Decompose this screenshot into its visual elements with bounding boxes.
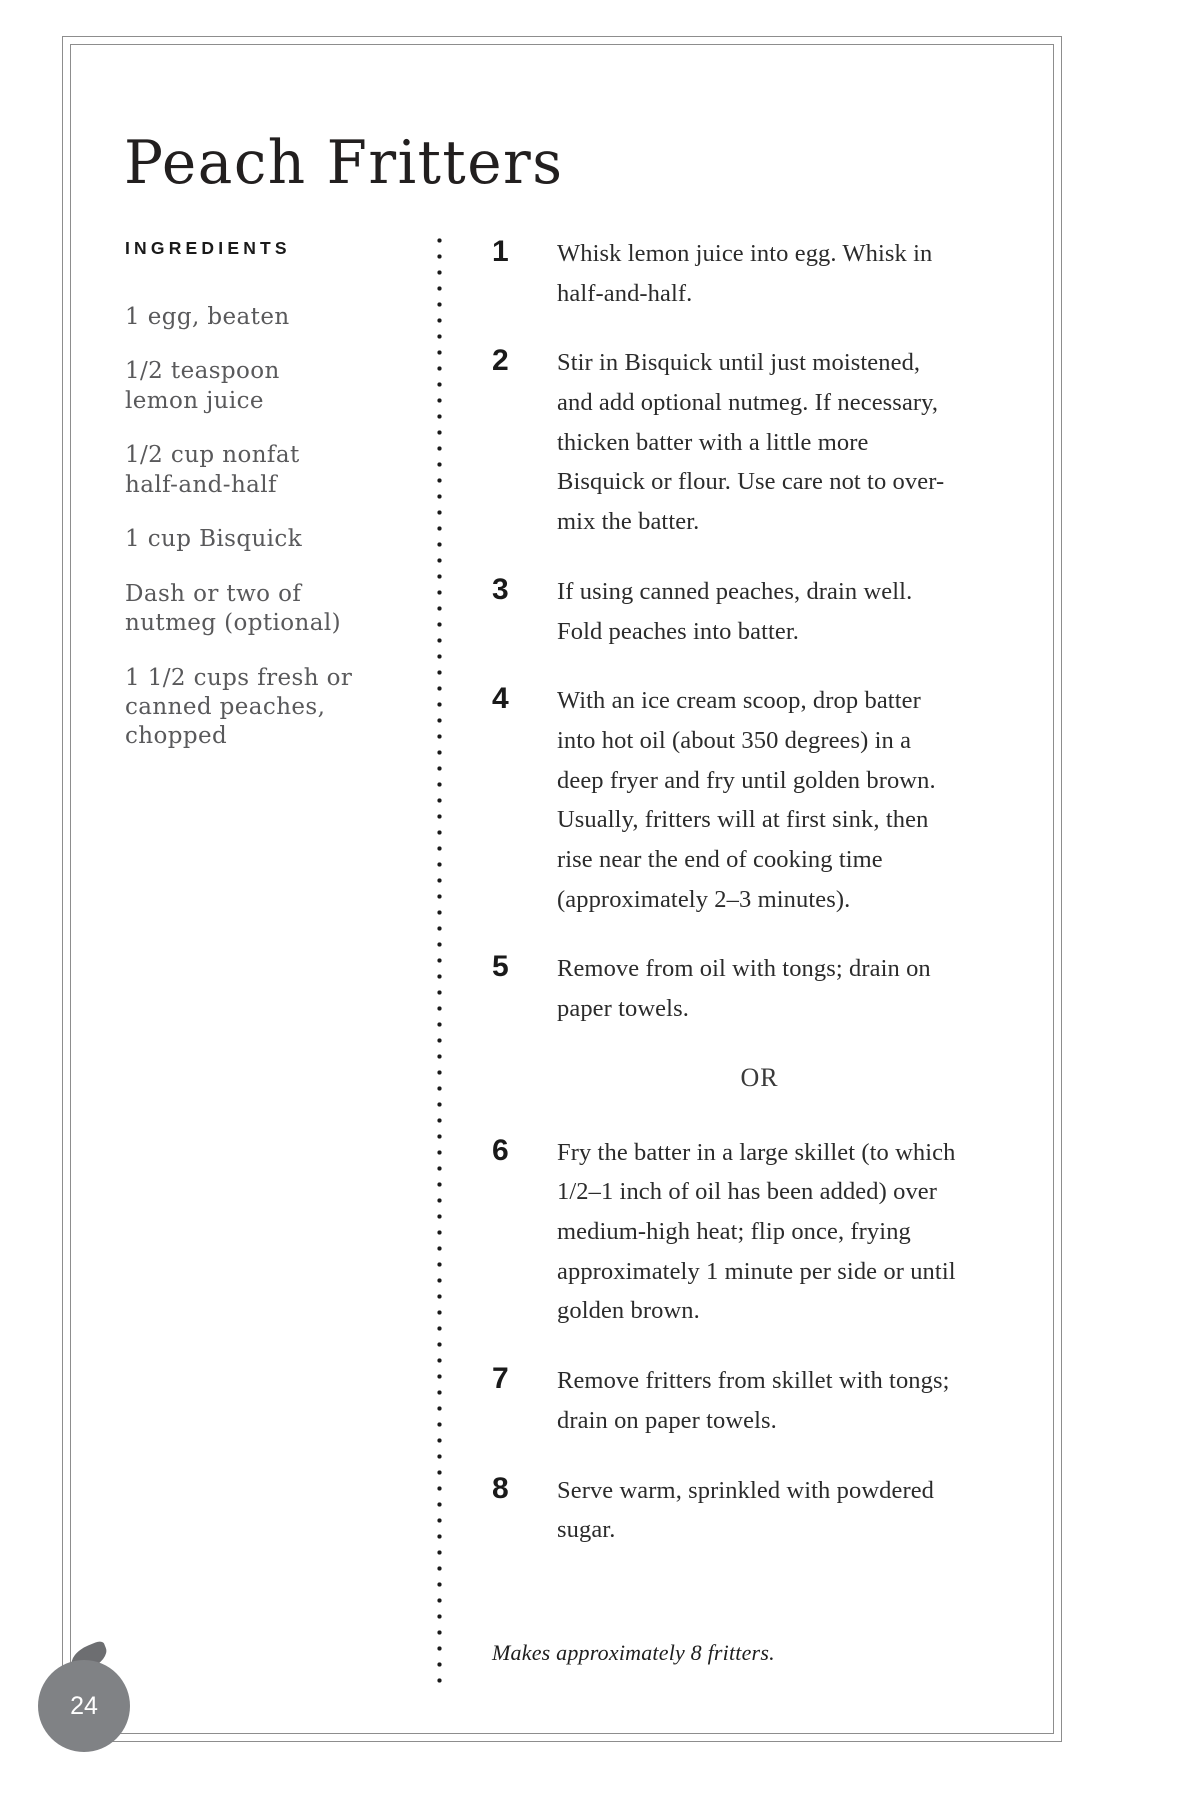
ingredient-item: 1 egg, beaten: [125, 304, 290, 330]
step-text: Remove fritters from skillet with tongs; drain on paper towels.: [557, 1367, 950, 1434]
ingredient-item: 1/2 cup nonfat half-and-half: [125, 442, 300, 498]
ingredient-item: 1 cup Bisquick: [125, 526, 303, 553]
instruction-step: [492, 343, 962, 541]
instruction-step: [492, 1361, 962, 1440]
step-text: Stir in Bisquick until just moistened, and add optional nutmeg. If necessary, thicken batter with a little more Bisquick or flour. Use care not to over-mix the batter.: [557, 349, 945, 536]
yield-note: Makes approximately 8 fritters.: [492, 1640, 775, 1665]
page-number-badge-group: [30, 1648, 150, 1768]
instruction-step: [492, 949, 962, 1028]
step-text: Whisk lemon juice into egg. Whisk in half-and-half.: [557, 240, 933, 307]
step-number: 6: [492, 1133, 509, 1167]
page-number: 24: [38, 1660, 130, 1752]
instructions-section: [492, 234, 962, 1580]
step-number: 2: [492, 344, 509, 378]
step-text: Serve warm, sprinkled with powdered sugar.: [557, 1476, 935, 1544]
step-number: 5: [492, 950, 509, 984]
instruction-step: [492, 234, 962, 313]
step-text: Remove from oil with tongs; drain on paper towels.: [557, 955, 931, 1022]
instruction-step: [492, 681, 962, 919]
instruction-step: [492, 1133, 962, 1331]
step-number: 3: [492, 572, 509, 606]
dotted-divider: [437, 238, 442, 1684]
page-title: Peach Fritters: [124, 126, 564, 198]
step-text: Fry the batter in a large skillet (to which 1/2–1 inch of oil has been added) over medium-high heat; flip once, frying approximately 1 minute per side or until golden brown.: [557, 1138, 956, 1325]
step-number: 1: [492, 235, 509, 268]
instruction-step: [492, 572, 962, 651]
step-number: 4: [492, 682, 509, 716]
or-divider-label: OR: [740, 1062, 779, 1092]
ingredient-item: 1/2 teaspoon lemon juice: [125, 358, 280, 414]
ingredient-item: Dash or two of nutmeg (optional): [125, 580, 341, 637]
step-number: 7: [492, 1362, 509, 1396]
step-text: If using canned peaches, drain well. Fold peaches into batter.: [557, 577, 913, 645]
ingredient-item: 1 1/2 cups fresh or canned peaches, chopped: [125, 664, 353, 750]
step-text: With an ice cream scoop, drop batter into hot oil (about 350 degrees) in a deep fryer and fry until golden brown. Usually, fritters will at first sink, then rise near the end of cooking time (approximately 2–3 minutes).: [557, 687, 936, 913]
step-number: 8: [492, 1471, 509, 1505]
ingredients-heading: INGREDIENTS: [125, 238, 291, 258]
ingredients-section: [125, 238, 360, 777]
instruction-step: [492, 1471, 962, 1550]
